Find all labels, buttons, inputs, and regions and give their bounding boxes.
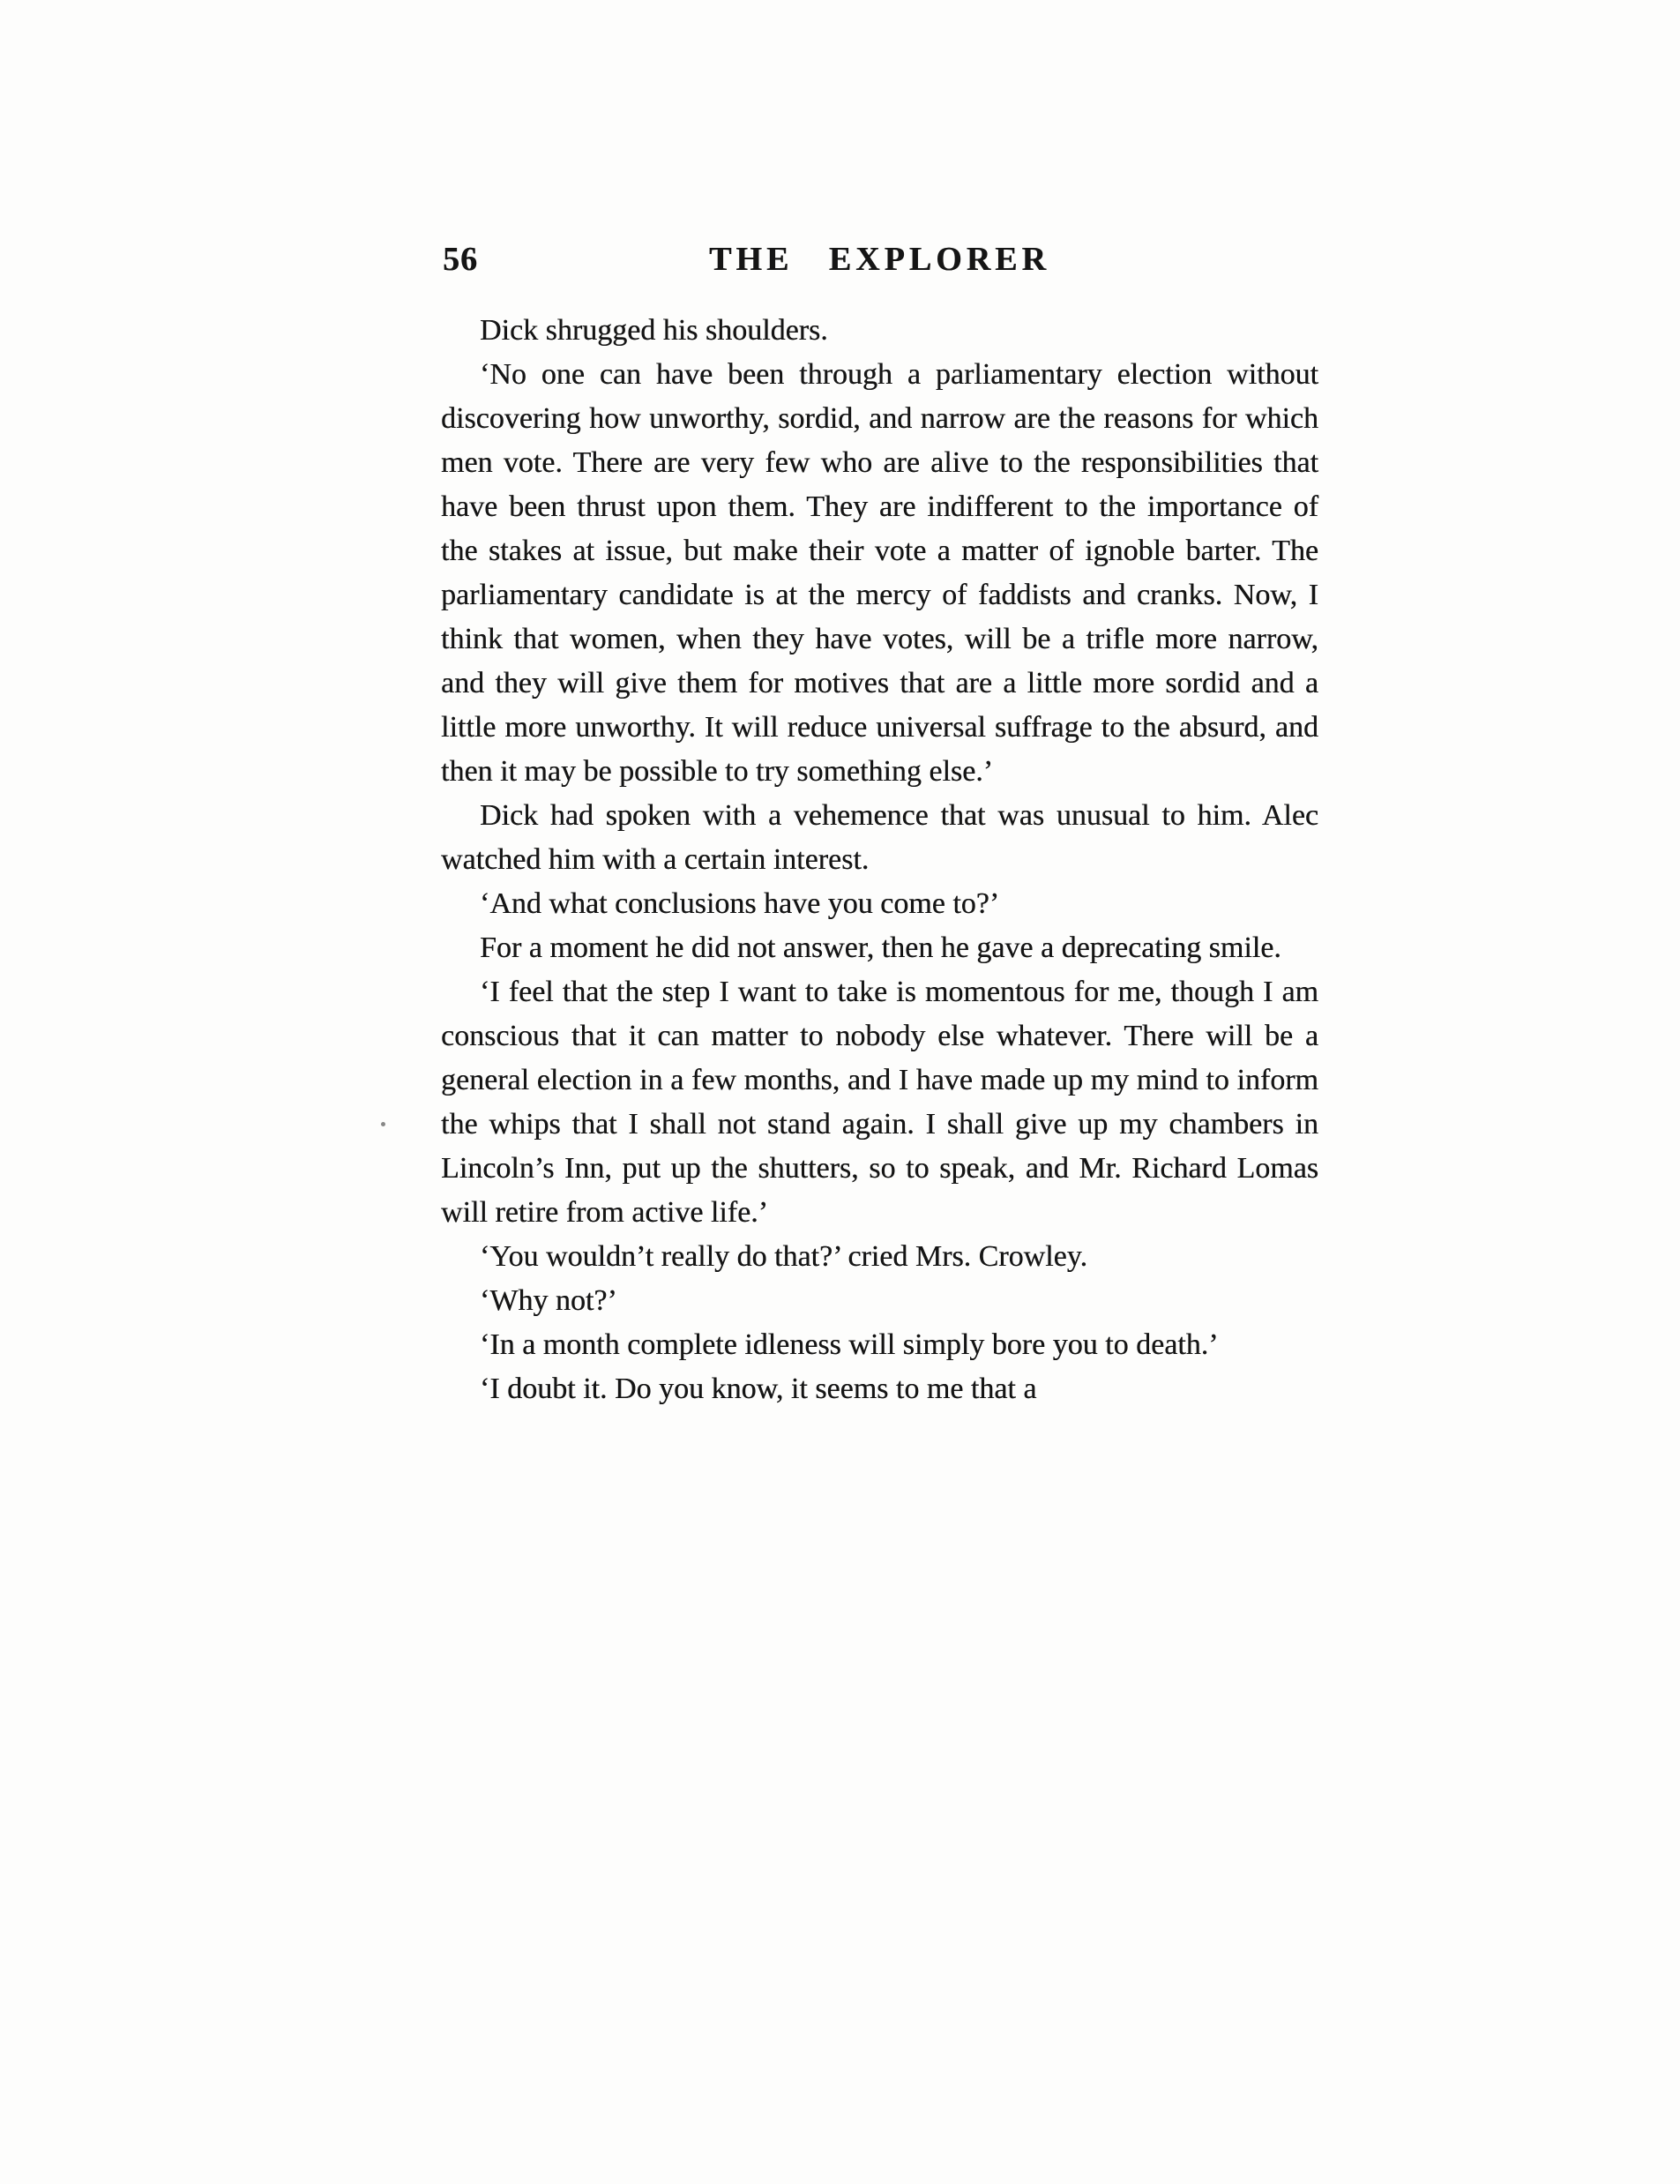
page-text: [441, 309, 1318, 1411]
page-number: 56: [443, 241, 478, 278]
scan-artifact-dot: [381, 1122, 385, 1126]
paragraph: ‘I feel that the step I want to take is momentous for me, though I am conscious that it can matter to nobody else whatever. There will be a general election in a few months, and I have made up my mind to inform the whips that I shall not stand again. I shall give up my chambers in Lincoln’s Inn, put up the shutters, so to speak, and Mr. Richard Lomas will retire from active life.’: [441, 976, 1318, 1229]
paragraph: ‘And what conclusions have you come to?’: [480, 887, 1000, 920]
paragraph: Dick had spoken with a vehemence that was unusual to him. Alec watched him with a certain interest.: [441, 799, 1318, 876]
paragraph: Dick shrugged his shoulders.: [480, 314, 828, 347]
paragraph: ‘In a month complete idleness will simply bore you to death.’: [480, 1328, 1219, 1361]
page-header: [441, 240, 1318, 284]
paragraph: ‘I doubt it. Do you know, it seems to me that a: [480, 1372, 1037, 1405]
paragraph: ‘Why not?’: [480, 1284, 617, 1317]
paragraph: ‘You wouldn’t really do that?’ cried Mrs. Crowley.: [480, 1240, 1088, 1273]
running-title: THE EXPLORER: [709, 241, 1050, 278]
paragraph: ‘No one can have been through a parliamentary election without discovering how unworthy, sordid, and narrow are the reasons for which men vote. There are very few who are alive to the responsibilities that have been thrust upon them. They are indifferent to the importance of the stakes at issue, but make their vote a matter of ignoble barter. The parliamentary candidate is at the mercy of faddists and cranks. Now, I think that women, when they have votes, will be a trifle more narrow, and they will give them for motives that are a little more sordid and a little more unworthy. It will reduce universal suffrage to the absurd, and then it may be possible to try something else.’: [441, 358, 1318, 788]
paragraph: For a moment he did not answer, then he gave a deprecating smile.: [480, 931, 1281, 964]
